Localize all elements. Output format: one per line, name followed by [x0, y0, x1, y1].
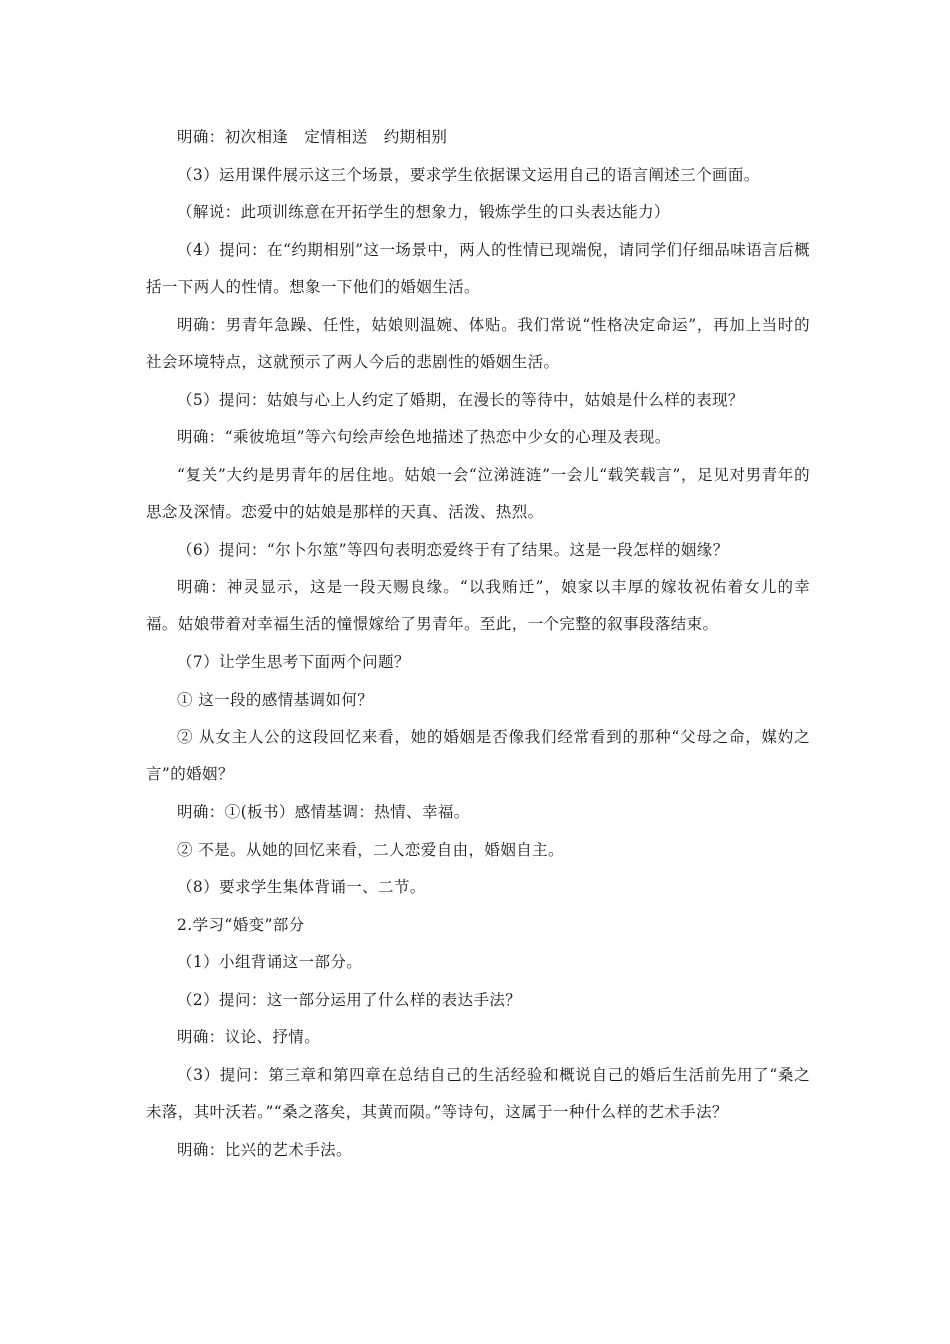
paragraph-19: （2）提问：这一部分运用了什么样的表达手法？: [177, 990, 522, 1009]
paragraph-8: “复关”大约是男青年的居住地。姑娘一会“泣涕涟涟”一会儿“载笑载言”，足见对男青年的思念及深情。恋爱中的姑娘是那样的天真、活泼、热烈。: [146, 465, 810, 521]
paragraph-16: （8）要求学生集体背诵一、二节。: [177, 878, 426, 896]
paragraph-10: 明确：神灵显示，这是一段天赐良缘。“以我贿迁”，娘家以丰厚的嫁妆祝佑着女儿的幸福。姑娘带着对幸福生活的憧憬嫁给了男青年。至此，一个完整的叙事段落结束。: [146, 578, 810, 633]
paragraph-2: （3）运用课件展示这三个场景，要求学生依据课文运用自己的语言阐述三个画面。: [177, 165, 760, 184]
paragraph-4: （4）提问：在“约期相别”这一场景中，两人的性情已现端倪，请同学们仔细品味语言后概括一下两人的性情。想象一下他们的婚姻生活。: [146, 240, 810, 296]
paragraph-22: 明确：比兴的艺术手法。: [177, 1140, 352, 1159]
paragraph-20: 明确：议论、抒情。: [177, 1028, 321, 1046]
paragraph-7: 明确：“乘彼垝垣”等六句绘声绘色地描述了热恋中少女的心理及表现。: [177, 428, 671, 446]
paragraph-15: ② 不是。从她的回忆来看，二人恋爱自由，婚姻自主。: [177, 840, 564, 859]
paragraph-9: （6）提问：“尔卜尔筮”等四句表明恋爱终于有了结果。这是一段怎样的姻缘？: [177, 540, 729, 559]
paragraph-1: 明确：初次相逢 定情相送 约期相别: [177, 128, 448, 146]
paragraph-14: 明确：①(板书）感情基调：热情、幸福。: [177, 803, 470, 821]
paragraph-12: ① 这一段的感情基调如何？: [177, 690, 374, 709]
section-heading: 2.学习“婚变”部分: [177, 915, 305, 934]
paragraph-21: （3）提问：第三章和第四章在总结自己的生活经验和概说自己的婚后生活前先用了“桑之未落，其叶沃若。”“桑之落矣，其黄而陨。”等诗句，这属于一种什么样的艺术手法？: [146, 1065, 810, 1121]
paragraph-18: （1）小组背诵这一部分。: [177, 953, 363, 971]
paragraph-11: （7）让学生思考下面两个问题？: [177, 653, 410, 671]
paragraph-3: （解说：此项训练意在开拓学生的想象力，锻炼学生的口头表达能力）: [177, 203, 670, 221]
paragraph-13: ② 从女主人公的这段回忆来看，她的婚姻是否像我们经常看到的那种“父母之命，媒妁之言”的婚姻？: [146, 728, 810, 783]
paragraph-6: （5）提问：姑娘与心上人约定了婚期，在漫长的等待中，姑娘是什么样的表现？: [177, 390, 744, 409]
paragraph-5: 明确：男青年急躁、任性，姑娘则温婉、体贴。我们常说“性格决定命运”，再加上当时的社会环境特点，这就预示了两人今后的悲剧性的婚姻生活。: [146, 315, 810, 371]
document-body: [146, 124, 810, 1174]
